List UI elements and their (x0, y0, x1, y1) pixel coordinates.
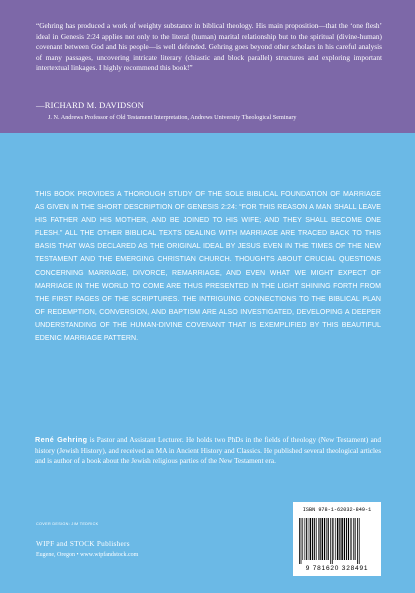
endorsement-quote: “Gehring has produced a work of weighty substance in biblical theology. His main proposition—that the ‘one flesh’ ideal in Genesis 2:24 applies not only to the literal (human) marital relationship but to the spiritual (divine-human) covenant between God and his people—is well defended. Gehring goes beyond other scholars in his careful analysis of many passages, uncovering intricate literary (chiastic and block parallel) structures and exploring important intertextual linkages. I highly recommend this book!” (36, 21, 382, 73)
author-bio (35, 435, 381, 467)
publisher-name: WIPF and STOCK Publishers (36, 540, 130, 548)
endorser-title: J. N. Andrews Professor of Old Testament Interpretation, Andrews University Theological Seminary (48, 114, 297, 121)
book-description: THIS BOOK PROVIDES A THOROUGH STUDY OF THE SOLE BIBLICAL FOUNDATION OF MARRIAGE AS GIVEN IN THE SHORT DESCRIPTION OF GENESIS 2:24: “FOR THIS REASON A MAN SHALL LEAVE HIS FATHER AND HIS MOTHER, AND BE JOINED TO HIS WIFE; AND THEY SHALL BECOME ONE FLESH.” ALL THE OTHER BIBLICAL TEXTS DEALING WITH MARRIAGE ARE TRACED BACK TO THIS BASIS THAT WAS DECLARED AS THE ORIGINAL IDEAL BY JESUS EVEN IN THE TIMES OF THE NEW TESTAMENT AND THE EMERGING CHRISTIAN CHURCH. THOUGHTS ABOUT CRUCIAL QUESTIONS CONCERNING MARRIAGE, DIVORCE, REMARRIAGE, AND EVEN WHAT WE MIGHT EXPECT OF MARRIAGE IN THE WORLD TO COME ARE THUS PRESENTED IN THE LIGHT SHINING FORTH FROM THE FIRST PAGES OF THE SCRIPTURES. THE INTRIGUING CONNECTIONS TO THE BIBLICAL PLAN OF REDEMPTION, CONVERSION, AND BAPTISM ARE ALSO INVESTIGATED, DEVELOPING A DEEPER UNDERSTANDING OF THE HUMAN-DIVINE COVENANT THAT IS EXEMPLIFIED BY THIS BEAUTIFUL EDENIC MARRIAGE PATTERN. (35, 191, 381, 343)
cover-design-credit: COVER DESIGN: JIM TEDRICK (36, 522, 99, 526)
barcode-panel (293, 502, 381, 576)
author-name: René Gehring (35, 435, 88, 444)
endorsement-panel (0, 0, 415, 133)
barcode-bars (299, 518, 375, 564)
barcode-digits: 9 781620 328491 (305, 565, 369, 572)
isbn-label: ISBN 978-1-62032-849-1 (302, 507, 372, 513)
publisher-address: Eugene, Oregon • www.wipfandstock.com (36, 552, 139, 558)
endorser-name: —RICHARD M. DAVIDSON (36, 100, 144, 110)
author-bio-text: is Pastor and Assistant Lecturer. He holds two PhDs in the fields of theology (New Testament) and history (Jewish History), and received an MA in Ancient History and Classics. He published several theological articles and is author of a book about the Jewish religious parties of the New Testament era. (35, 436, 381, 465)
